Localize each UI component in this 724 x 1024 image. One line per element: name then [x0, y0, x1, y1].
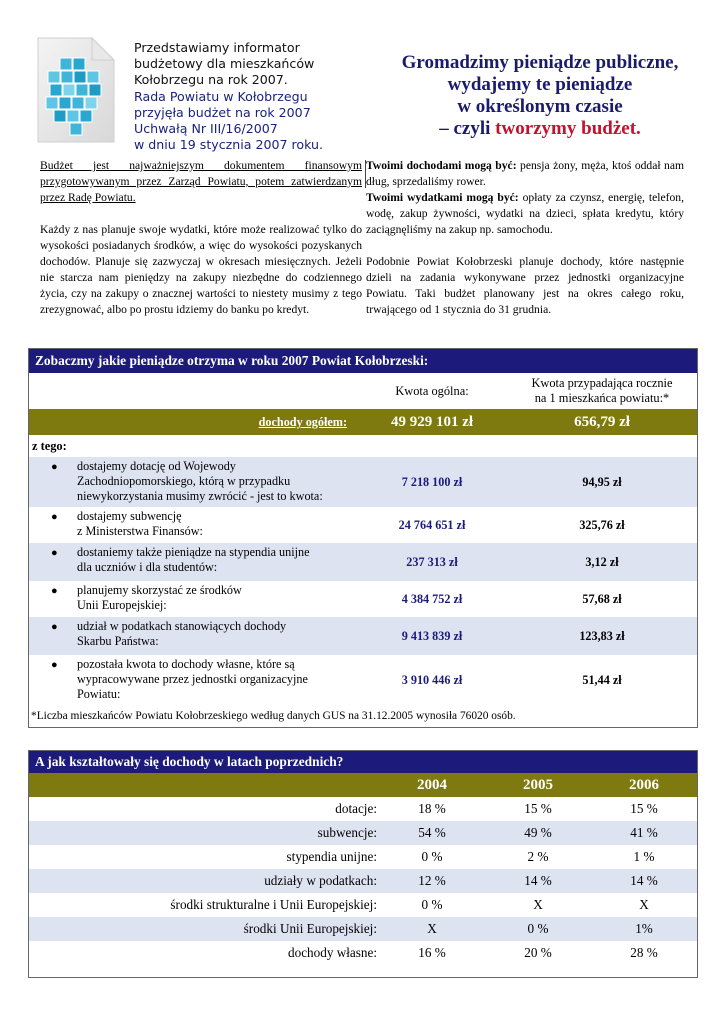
years-header-row [29, 773, 697, 797]
headline-line: Gromadzimy pieniądze publiczne, [401, 52, 679, 73]
table-title: A jak kształtowały się dochody w latach poprzednich? [29, 751, 697, 773]
row-label: środki Unii Europejskiej: [243, 921, 377, 936]
row-label: subwencje: [317, 825, 377, 840]
income-paragraph [366, 158, 684, 190]
headline [380, 52, 700, 140]
bullet-icon: ● [51, 621, 58, 633]
table-row [29, 941, 697, 965]
column-header-per-capita [507, 373, 697, 409]
per-capita-header-line: na 1 mieszkańca powiatu:* [534, 391, 670, 405]
row-value: 24 764 651 zł [398, 517, 466, 532]
income-2007-table [28, 348, 698, 728]
row-per-capita: 94,95 zł [582, 474, 622, 489]
row-cell: 41 % [630, 825, 658, 840]
bullet-icon: ● [51, 511, 58, 523]
headline-prefix: – czyli [439, 118, 496, 139]
breakdown-subheading: z tego: [32, 439, 67, 453]
row-cell: 16 % [418, 945, 446, 960]
row-cell: 20 % [524, 945, 552, 960]
row-label: dochody własne: [288, 945, 377, 960]
headline-red-text: tworzymy budżet. [495, 118, 641, 139]
row-cell: 28 % [630, 945, 658, 960]
row-description: ● dostajemy subwencję z Ministerstwa Finansów: [51, 509, 203, 538]
row-value: 4 384 752 zł [401, 591, 463, 606]
row-cell: X [533, 897, 543, 912]
year-header: 2006 [629, 777, 659, 793]
table-row [29, 617, 697, 655]
row-description: ● planujemy skorzystać ze środków Unii Europejskiej: [51, 583, 242, 612]
header-spacer [29, 773, 379, 797]
total-value: 49 929 101 zł [390, 414, 474, 430]
county-paragraph: Podobnie Powiat Kołobrzeski planuje dochody, które następnie dzieli na zadania wykonywane przez jednostki organizacyjne Powiatu. Taki budżet planowany jest na okres całego roku, trwającego od 1 stycznia do 31 grudnia. [366, 255, 684, 316]
year-header: 2004 [417, 777, 447, 793]
row-cell: X [427, 921, 437, 936]
row-cell: 15 % [524, 801, 552, 816]
intro-block [134, 40, 364, 153]
row-cell: X [639, 897, 649, 912]
total-label: dochody ogółem: [258, 415, 347, 429]
intro-line: Uchwałą Nr III/16/2007 [134, 121, 278, 137]
headline-line: wydajemy te pieniądze [447, 74, 633, 95]
row-per-capita: 325,76 zł [579, 517, 625, 532]
column-header-total: Kwota ogólna: [395, 383, 469, 398]
header-spacer [29, 373, 357, 409]
year-header: 2005 [523, 777, 553, 793]
row-label: dotacje: [335, 801, 377, 816]
row-per-capita: 51,44 zł [582, 672, 622, 687]
planning-paragraph: Każdy z nas planuje swoje wydatki, które może realizować tylko do wysokości posiadanych środków, a więc do wysokości pozyskanych dochodów. Planuje się zazwyczaj w okresach miesięcznych. Jeżeli nie starcza nam pieniędzy na zakupy niezbędne do codziennego życia, czy na zakupy o znacznej wartości to niestety musimy z tego zrezygnować, albo po prostu idziemy do banku po kredyt. [40, 223, 362, 316]
table-row [29, 507, 697, 543]
row-label: środki strukturalne i Unii Europejskiej: [170, 897, 377, 912]
row-value: 3 910 446 zł [401, 672, 463, 687]
headline-line [380, 118, 700, 140]
table-row [29, 457, 697, 507]
table-title: Zobaczmy jakie pieniądze otrzyma w roku 2007 Powiat Kołobrzeski: [29, 349, 697, 373]
table-row [29, 821, 697, 845]
intro-line: Rada Powiatu w Kołobrzegu [134, 88, 308, 104]
row-cell: 0 % [421, 849, 443, 864]
right-column [366, 158, 684, 318]
row-value: 237 313 zł [406, 554, 458, 569]
document-cubes-icon [30, 36, 120, 146]
table-row [29, 893, 697, 917]
row-cell: 0 % [421, 897, 443, 912]
row-value: 7 218 100 zł [401, 474, 463, 489]
row-label: stypendia unijne: [286, 849, 377, 864]
row-per-capita: 123,83 zł [579, 628, 625, 643]
row-label: udziały w podatkach: [264, 873, 377, 888]
intro-line: przyjęła budżet na rok 2007 [134, 104, 311, 120]
income-label: Twoimi dochodami mogą być: [366, 159, 517, 172]
row-cell: 14 % [524, 873, 552, 888]
total-per-capita: 656,79 zł [574, 414, 630, 430]
expenses-text: opłaty za czynsz, energię, telefon, wodę, zakup żywności, wydatki na dzieci, spłata kredytu, który zaciągnęliśmy na zakup np. samochodu. [366, 191, 684, 236]
row-cell: 49 % [524, 825, 552, 840]
total-income-row [29, 409, 697, 435]
population-footnote: *Liczba mieszkańców Powiatu Kołobrzeskiego według danych GUS na 31.12.2005 wynosiła 76020 osób. [31, 710, 516, 722]
row-value: 9 413 839 zł [401, 628, 463, 643]
intro-line: Kołobrzegu na rok 2007. [134, 72, 288, 88]
row-description: ● udział w podatkach stanowiących dochody Skarbu Państwa: [51, 619, 287, 648]
table-row [29, 655, 697, 705]
left-column [40, 158, 362, 318]
row-description: ● dostaniemy także pieniądze na stypendia unijne dla uczniów i dla studentów: [51, 545, 310, 574]
row-per-capita: 57,68 zł [582, 591, 622, 606]
row-description: ● dostajemy dotację od Wojewody Zachodniopomorskiego, którą w przypadku niewykorzystania musimy zwrócić - jest to kwota: [51, 459, 323, 503]
table-row [29, 581, 697, 617]
bullet-icon: ● [51, 547, 58, 559]
budget-definition-paragraph: Budżet jest najważniejszym dokumentem finansowym przygotowywanym przez Zarząd Powiatu, potem zatwierdzanym przez Radę Powiatu. [40, 159, 362, 204]
income-history-table [28, 750, 698, 978]
table-bottom-padding [29, 965, 697, 977]
table-row [29, 797, 697, 821]
row-cell: 1% [635, 921, 653, 936]
headline-line: w określonym czasie [457, 96, 623, 117]
row-cell: 15 % [630, 801, 658, 816]
bullet-icon: ● [51, 659, 58, 671]
table-column-headers [29, 373, 697, 409]
intro-line: Przedstawiamy informator [134, 40, 300, 55]
per-capita-header-line: Kwota przypadająca rocznie [531, 376, 673, 390]
row-cell: 1 % [633, 849, 655, 864]
row-cell: 18 % [418, 801, 446, 816]
table-row [29, 869, 697, 893]
intro-line: w dniu 19 stycznia 2007 roku. [134, 137, 324, 153]
row-cell: 14 % [630, 873, 658, 888]
intro-line: budżetowy dla mieszkańców [134, 56, 315, 72]
expenses-paragraph [366, 190, 684, 238]
expenses-label: Twoimi wydatkami mogą być: [366, 191, 519, 204]
table-row [29, 845, 697, 869]
row-cell: 2 % [527, 849, 549, 864]
row-cell: 12 % [418, 873, 446, 888]
table-row [29, 917, 697, 941]
row-cell: 54 % [418, 825, 446, 840]
table-row [29, 543, 697, 581]
row-cell: 0 % [527, 921, 549, 936]
row-description: ● pozostała kwota to dochody własne, które są wypracowywane przez jednostki organizacyjne Powiatu: [51, 657, 308, 701]
bullet-icon: ● [51, 461, 58, 473]
bullet-icon: ● [51, 585, 58, 597]
row-per-capita: 3,12 zł [585, 554, 619, 569]
income-text: pensja żony, męża, ktoś oddał nam dług, sprzedaliśmy rower. [366, 159, 684, 188]
